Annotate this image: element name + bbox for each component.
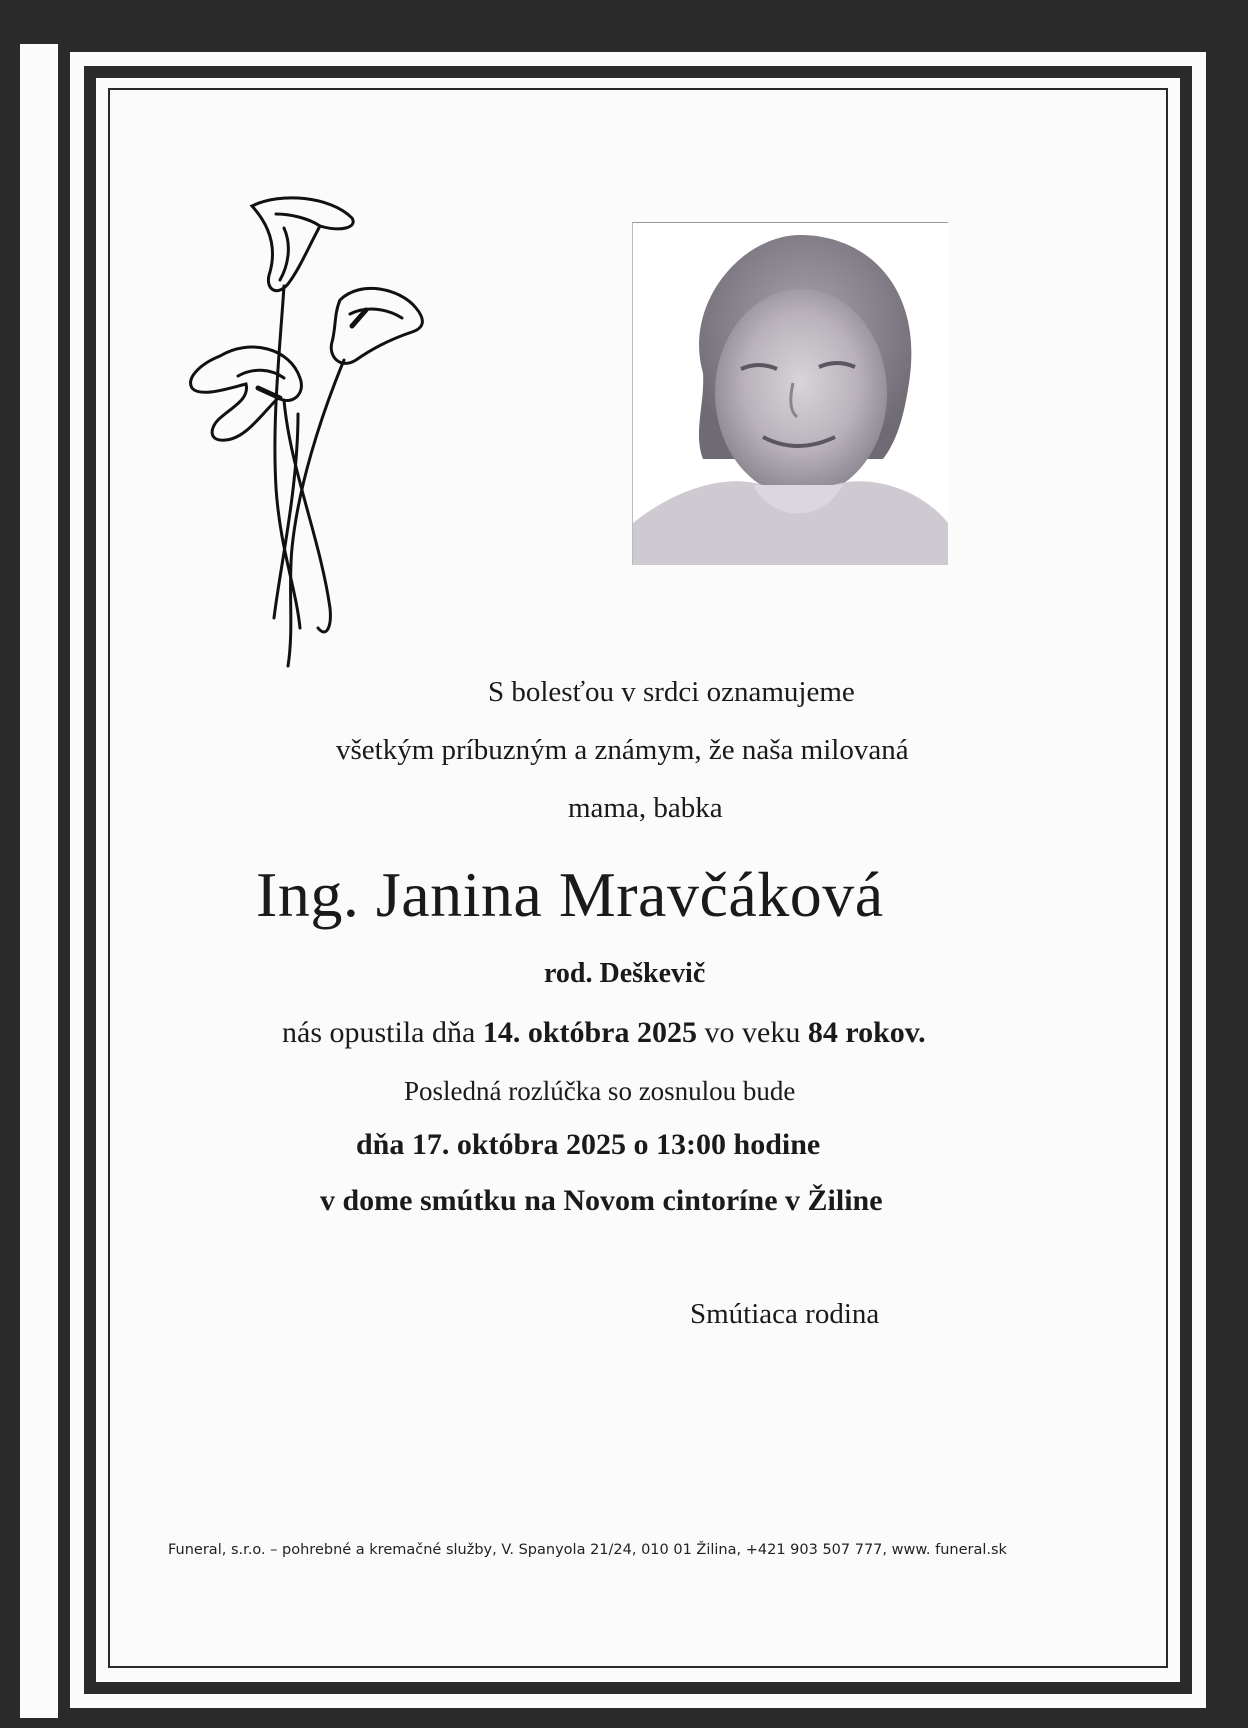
intro-line-3: mama, babka: [568, 792, 723, 824]
deceased-name: Ing. Janina Mravčáková: [256, 859, 884, 930]
intro-line-2: všetkým príbuzným a známym, že naša milovaná: [336, 734, 909, 766]
intro-line-1: S bolesťou v srdci oznamujeme: [488, 676, 855, 708]
death-prefix: nás opustila dňa: [282, 1016, 483, 1049]
farewell-place: v dome smútku na Novom cintoríne v Žiline: [320, 1184, 883, 1217]
farewell-datetime: dňa 17. októbra 2025 o 13:00 hodine: [356, 1128, 821, 1161]
death-date: 14. októbra 2025: [482, 1016, 697, 1049]
age: 84 rokov.: [807, 1016, 926, 1049]
funeral-service-footer: Funeral, s.r.o. – pohrebné a kremačné služby, V. Spanyola 21/24, 010 01 Žilina, +421 903 507 777, www. funeral.sk: [168, 1542, 1007, 1558]
calla-lily-icon: [180, 188, 460, 672]
maiden-name: rod. Deškevič: [544, 958, 706, 989]
age-prefix: vo veku: [697, 1016, 808, 1049]
signature: Smútiaca rodina: [690, 1298, 880, 1330]
portrait-photo: [632, 222, 948, 565]
death-announcement: [282, 1016, 926, 1050]
farewell-intro: Posledná rozlúčka so zosnulou bude: [404, 1076, 796, 1106]
